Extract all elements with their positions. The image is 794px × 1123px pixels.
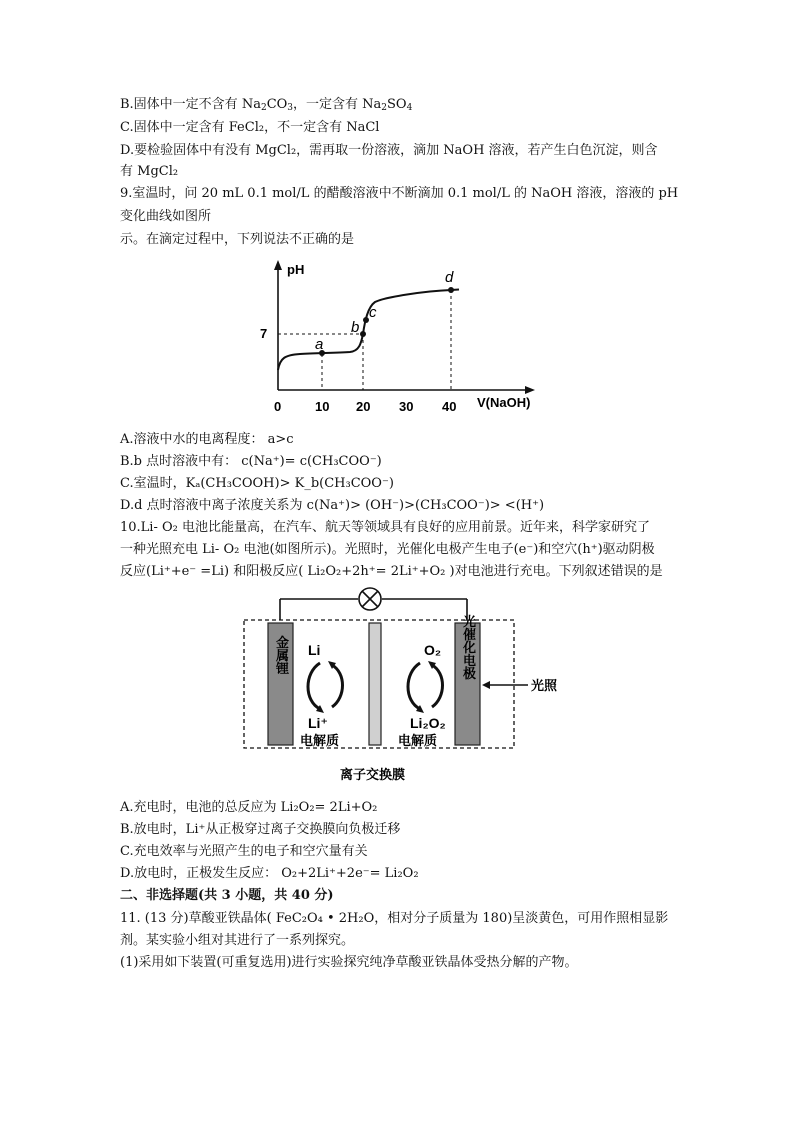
left-top-species: Li <box>308 642 321 658</box>
q9-option-d: D.d 点时溶液中离子浓度关系为 c(Na⁺)> (OH⁻)>(CH₃COO⁻)> <(H⁺) <box>120 498 545 513</box>
q10-option-d: D.放电时，正极发生反应： O₂+2Li⁺+2e⁻= Li₂O₂ <box>120 866 419 881</box>
left-electrolyte-label: 电解质 <box>300 734 340 749</box>
q9-option-a: A.溶液中水的电离程度： a>c <box>120 432 294 447</box>
q9-stem-line2: 变化曲线如图所 <box>120 209 212 224</box>
point-b <box>360 331 366 337</box>
section-2-title: 二、非选择题(共 3 小题，共 40 分) <box>120 888 334 903</box>
y-tick-7: 7 <box>260 326 268 341</box>
membrane-caption: 离子交换膜 <box>340 768 406 783</box>
q10-option-c: C.充电效率与光照产生的电子和空穴量有关 <box>120 844 368 859</box>
q10-stem-line2: 一种光照充电 Li- O₂ 电池(如图所示)。光照时，光催化电极产生电子(e⁻)和空穴(h⁺)驱动阴极 <box>120 542 655 557</box>
q10-option-b: B.放电时，Li⁺从正极穿过离子交换膜向负极迁移 <box>120 822 401 837</box>
light-label: 光照 <box>531 679 558 694</box>
right-cycle-arrow-1 <box>408 663 420 709</box>
lamp-icon <box>359 588 381 610</box>
label-d: d <box>445 269 454 286</box>
x-tick-0: 0 <box>274 399 282 414</box>
q10-stem-line1: 10.Li- O₂ 电池比能量高，在汽车、航天等领域具有良好的应用前景。近年来，科学家研究了 <box>120 520 650 535</box>
right-electrolyte-label: 电解质 <box>398 734 438 749</box>
q10-stem-line3: 反应(Li⁺+e⁻ =Li) 和阳极反应( Li₂O₂+2h⁺= 2Li⁺+O₂ )对电池进行充电。下列叙述错误的是 <box>120 564 663 579</box>
x-tick-20: 20 <box>356 399 371 414</box>
q9-stem-line3: 示。在滴定过程中，下列说法不正确的是 <box>120 232 355 247</box>
titration-chart <box>255 252 555 424</box>
q10-option-a: A.充电时，电池的总反应为 Li₂O₂= 2Li+O₂ <box>120 800 378 815</box>
x-tick-40: 40 <box>442 399 457 414</box>
right-cycle-arrow-2 <box>432 665 443 707</box>
q9-stem-line1: 9.室温时，问 20 mL 0.1 mol/L 的醋酸溶液中不断滴加 0.1 mol/L 的 NaOH 溶液，溶液的 pH <box>120 186 679 201</box>
x-axis-label: V(NaOH) <box>477 395 531 410</box>
left-bottom-species: Li⁺ <box>308 715 328 731</box>
point-d <box>448 287 454 293</box>
label-b: b <box>351 319 360 336</box>
label-c: c <box>369 304 377 321</box>
x-tick-10: 10 <box>315 399 330 414</box>
q9-option-c: C.室温时，Kₐ(CH₃COOH)> K_b(CH₃COO⁻) <box>120 476 394 491</box>
q11-line3: (1)采用如下装置(可重复选用)进行实验探究纯净草酸亚铁晶体受热分解的产物。 <box>120 955 578 970</box>
q8-option-b: B.固体中一定不含有 $Na_2CO_3$，一定含有 $Na_2SO_4$ <box>120 97 413 113</box>
q8-option-d-line1: D.要检验固体中有没有 MgCl₂，需再取一份溶液，滴加 NaOH 溶液，若产生白色沉淀，则含 <box>120 143 658 158</box>
x-tick-30: 30 <box>399 399 414 414</box>
right-top-species: O₂ <box>424 642 442 658</box>
q8-option-d-line2: 有 MgCl₂ <box>120 164 179 179</box>
q11-line1: 11. (13 分)草酸亚铁晶体( FeC₂O₄ • 2H₂O，相对分子质量为 180)呈淡黄色，可用作照相显影 <box>120 911 669 926</box>
left-electrode-label: 金属锂 <box>273 635 288 675</box>
titration-curve <box>278 290 459 371</box>
x-axis-arrow <box>525 386 535 394</box>
ion-exchange-membrane <box>369 623 381 745</box>
q8-option-c: C.固体中一定含有 FeCl₂，不一定含有 NaCl <box>120 120 380 135</box>
right-electrode-label: 光催化电极 <box>460 614 475 680</box>
y-axis-label: pH <box>287 262 305 277</box>
q9-option-b: B.b 点时溶液中有： c(Na⁺)= c(CH₃COO⁻) <box>120 454 382 469</box>
right-bottom-species: Li₂O₂ <box>410 715 446 731</box>
q11-line2: 剂。某实验小组对其进行了一系列探究。 <box>120 933 355 948</box>
battery-diagram <box>238 585 568 790</box>
y-axis-arrow <box>274 260 282 270</box>
left-cycle-arrow-2 <box>332 665 343 707</box>
left-cycle-arrow-1 <box>308 663 320 709</box>
label-a: a <box>315 336 324 353</box>
